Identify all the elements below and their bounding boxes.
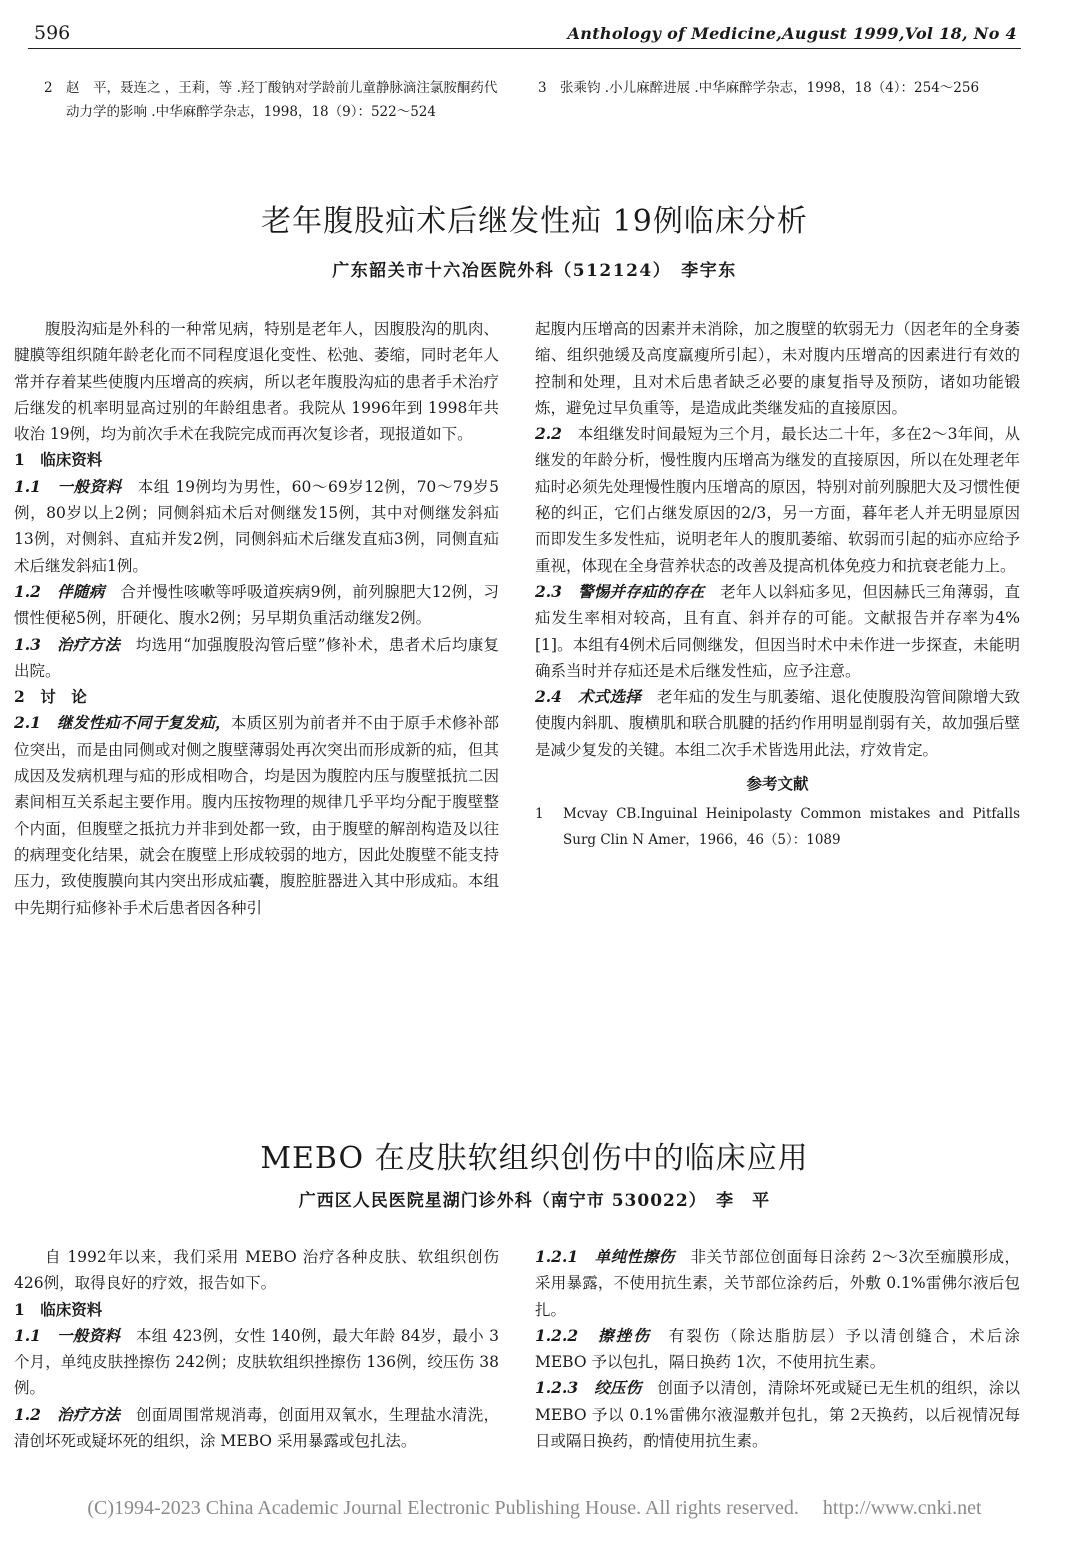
article-2-author: 广西区人民医院星湖门诊外科（南宁市 530022） 李 平 — [298, 1191, 771, 1211]
paragraph-text: 非关节部位创面每日涂药 2～3次至痂膜形成，采用暴露，不使用抗生素，关节部位涂药后，外敷 0.1%雷佛尔液后包扎。 — [535, 1248, 1020, 1319]
top-reference-3 — [538, 76, 1020, 100]
paragraph-text: 本组继发时间最短为三个月，最长达二十年，多在2～3年间，从继发的年龄分析，慢性腹内压增高为继发的直接原因，所以在处理老年疝时必须先处理慢性腹内压增高的原因，特别对前列腺肥大及习惯性便秘的纠正，它们占继发原因的2/3，另一方面，暮年老人并无明显原因而即发生多发性疝，说明老年人的腹肌萎缩、软弱而引起的疝亦应给予重视，体现在全身营养状态的改善及提高机体免疫力和抗衰老能力上。 — [535, 425, 1021, 575]
continued-paragraph: 起腹内压增高的因素并未消除，加之腹壁的软弱无力（因老年的全身萎缩、组织弛缓及高度羸瘦所引起），未对腹内压增高的因素进行有效的控制和处理，且对术后患者缺乏必要的康复指导及预防，诸如功能锻炼，避免过早负重等，是造成此类继发疝的直接原因。 — [535, 320, 1020, 417]
reference-number: 3 — [538, 80, 547, 96]
subsection-paragraph — [535, 579, 1020, 684]
article-1-title: 老年腹股疝术后继发性疝 19例临床分析 — [261, 204, 808, 239]
top-reference-2 — [44, 76, 498, 124]
article-2-title: MEBO 在皮肤软组织创伤中的临床应用 — [260, 1141, 809, 1176]
subsection-paragraph — [14, 1323, 499, 1402]
copyright-text: (C)1994-2023 China Academic Journal Electronic Publishing House. All rights reserved. — [87, 1497, 799, 1519]
journal-header: Anthology of Medicine,August 1999,Vol 18, No 4 — [567, 24, 1017, 43]
subsection-label: 1.1 一般资料 — [14, 476, 122, 496]
header-rule — [28, 48, 1021, 49]
cnki-link[interactable]: http://www.cnki.net — [822, 1497, 982, 1519]
subsection-paragraph — [535, 1244, 1020, 1323]
paragraph-text: 老年人以斜疝多见，但因赫氏三角薄弱，直疝发生率相对较高，且有直、斜并存的可能。文献报告并存率为4%[1]。本组有4例术后同侧继发，但因当时术中未作进一步探查，未能明确系当时并存疝还是术后继发性疝，应予注意。 — [535, 582, 1020, 680]
reference-text: Mcvay CB.Inguinal Heinipolasty Common mistakes and Pitfalls Surg Clin N Amer，1966，46（5）：1089 — [563, 806, 1020, 849]
references-heading: 参考文献 — [746, 774, 809, 794]
subsection-paragraph — [535, 421, 1020, 579]
subsection-paragraph — [535, 684, 1020, 763]
section-heading: 1 临床资料 — [14, 1299, 103, 1319]
subsection-label: 2.4 术式选择 — [535, 687, 642, 707]
subsection-paragraph — [14, 1402, 499, 1455]
reference-text: 赵 平，聂连之 ，王莉，等 .羟丁酸钠对学龄前儿童静脉滴注氯胺酮药代动力学的影响 .中华麻醉学杂志，1998，18（9）：522～524 — [66, 80, 498, 120]
paragraph-text: 本组 19例均为男性，60～69岁12例，70～79岁5例，80岁以上2例；同侧斜疝术后对侧继发15例，其中对侧继发斜疝13例，对侧斜、直疝并发2例，同侧斜疝术后继发直疝3例，同侧直疝术后继发斜疝1例。 — [14, 477, 500, 575]
reference-item — [535, 801, 1020, 853]
article-1-right-column — [535, 316, 1020, 853]
reference-text: 张乘钧 .小儿麻醉进展 .中华麻醉学杂志，1998，18（4）：254～256 — [560, 80, 980, 96]
subsection-label: 2.2 — [535, 424, 578, 444]
article-1-author: 广东韶关市十六冶医院外科（512124） 李宇东 — [332, 261, 737, 281]
body-paragraph: 自 1992年以来，我们采用 MEBO 治疗各种皮肤、软组织创伤 426例，取得良好的疗效，报告如下。 — [14, 1248, 499, 1293]
paragraph-text: 创面周围常规消毒，创面用双氧水，生理盐水清洗，清创坏死或疑坏死的组织，涂 MEBO 采用暴露或包扎法。 — [14, 1405, 499, 1451]
reference-number: 1 — [535, 806, 544, 823]
subsection-label: 1.2 伴随病 — [14, 581, 105, 601]
subsection-label: 1.2 治疗方法 — [14, 1404, 121, 1424]
subsection-label: 2.3 警惕并存疝的存在 — [535, 581, 705, 601]
paragraph-text: 创面予以清创，清除坏死或疑已无生机的组织，涂以 MEBO 予以 0.1%雷佛尔液湿敷并包扎，第 2天换药，以后视情况每日或隔日换药，酌情使用抗生素。 — [535, 1379, 1020, 1451]
paragraph-text: 有裂伤（除达脂肪层）予以清创缝合，术后涂 MEBO 予以包扎，隔日换药 1次，不使用抗生素。 — [535, 1326, 1020, 1372]
paragraph-text: 均选用“加强腹股沟管后壁”修补术，患者术后均康复出院。 — [14, 635, 499, 680]
subsection-paragraph — [14, 474, 499, 579]
page-number: 596 — [34, 22, 71, 44]
subsection-label: 1.3 治疗方法 — [14, 634, 121, 654]
paragraph-text: 合并慢性咳嗽等呼吸道疾病9例，前列腺肥大12例，习惯性便秘5例，肝硬化、腹水2例；另早期负重活动继发2例。 — [14, 582, 499, 628]
subsection-label: 1.2.2 擦挫伤 — [535, 1325, 652, 1345]
subsection-label: 2.1 继发性疝不同于复发疝， — [14, 713, 231, 733]
body-paragraph: 腹股沟疝是外科的一种常见病，特别是老年人，因腹股沟的肌肉、腱膜等组织随年龄老化而不同程度退化变性、松弛、萎缩，同时老年人常并存着某些使腹内压增高的疾病，所以老年腹股沟疝的患者手术治疗后继发的机率明显高过别的年龄组患者。我院从 1996年到 1998年共收治 19例，均为前次手术在我院完成而再次复诊者，现报道如下。 — [14, 320, 499, 444]
subsection-label: 1.2.1 单纯性擦伤 — [535, 1247, 675, 1266]
article-1-left-column — [14, 316, 499, 921]
reference-number: 2 — [44, 80, 53, 96]
article-2-left-column — [14, 1244, 499, 1454]
article-2-right-column — [535, 1244, 1020, 1454]
paragraph-text: 本组 423例，女性 140例，最大年龄 84岁，最小 3个月，单纯皮肤挫擦伤 242例；皮肤软组织挫擦伤 136例，绞压伤 38例。 — [14, 1326, 500, 1398]
paragraph-text: 本质区别为前者并不由于原手术修补部位突出，而是由同侧或对侧之腹壁薄弱处再次突出而形成新的疝，但其成因及发病机理与疝的形成相吻合，均是因为腹腔内压与腹壁抵抗二因素间相互关系起主要作用。腹内压按物理的规律几乎平均分配于腹壁整个内面，但腹壁之抵抗力并非到处都一致，由于腹壁的解剖构造及以往的病理变化结果，就会在腹壁上形成较弱的地方，因此处腹壁不能支持压力，致使腹膜向其内突出形成疝囊，腹腔脏器进入其中形成疝。本组中先期行疝修补手术后患者因各种引 — [14, 714, 499, 917]
subsection-paragraph — [535, 1323, 1020, 1376]
paragraph-text: 老年疝的发生与肌萎缩、退化使腹股沟管间隙增大致使腹内斜肌、腹横肌和联合肌腱的括约作用明显削弱有关，故加强后壁是减少复发的关键。本组二次手术皆选用此法，疗效肯定。 — [535, 688, 1020, 759]
subsection-paragraph — [14, 710, 499, 920]
subsection-paragraph — [14, 579, 499, 632]
section-heading: 1 临床资料 — [14, 450, 103, 470]
subsection-paragraph — [14, 632, 499, 685]
section-heading: 2 讨 论 — [14, 687, 87, 707]
subsection-label: 1.1 一般资料 — [14, 1325, 121, 1345]
subsection-label: 1.2.3 绞压伤 — [535, 1378, 642, 1398]
subsection-paragraph — [535, 1375, 1020, 1454]
copyright-footer — [0, 1497, 1069, 1520]
